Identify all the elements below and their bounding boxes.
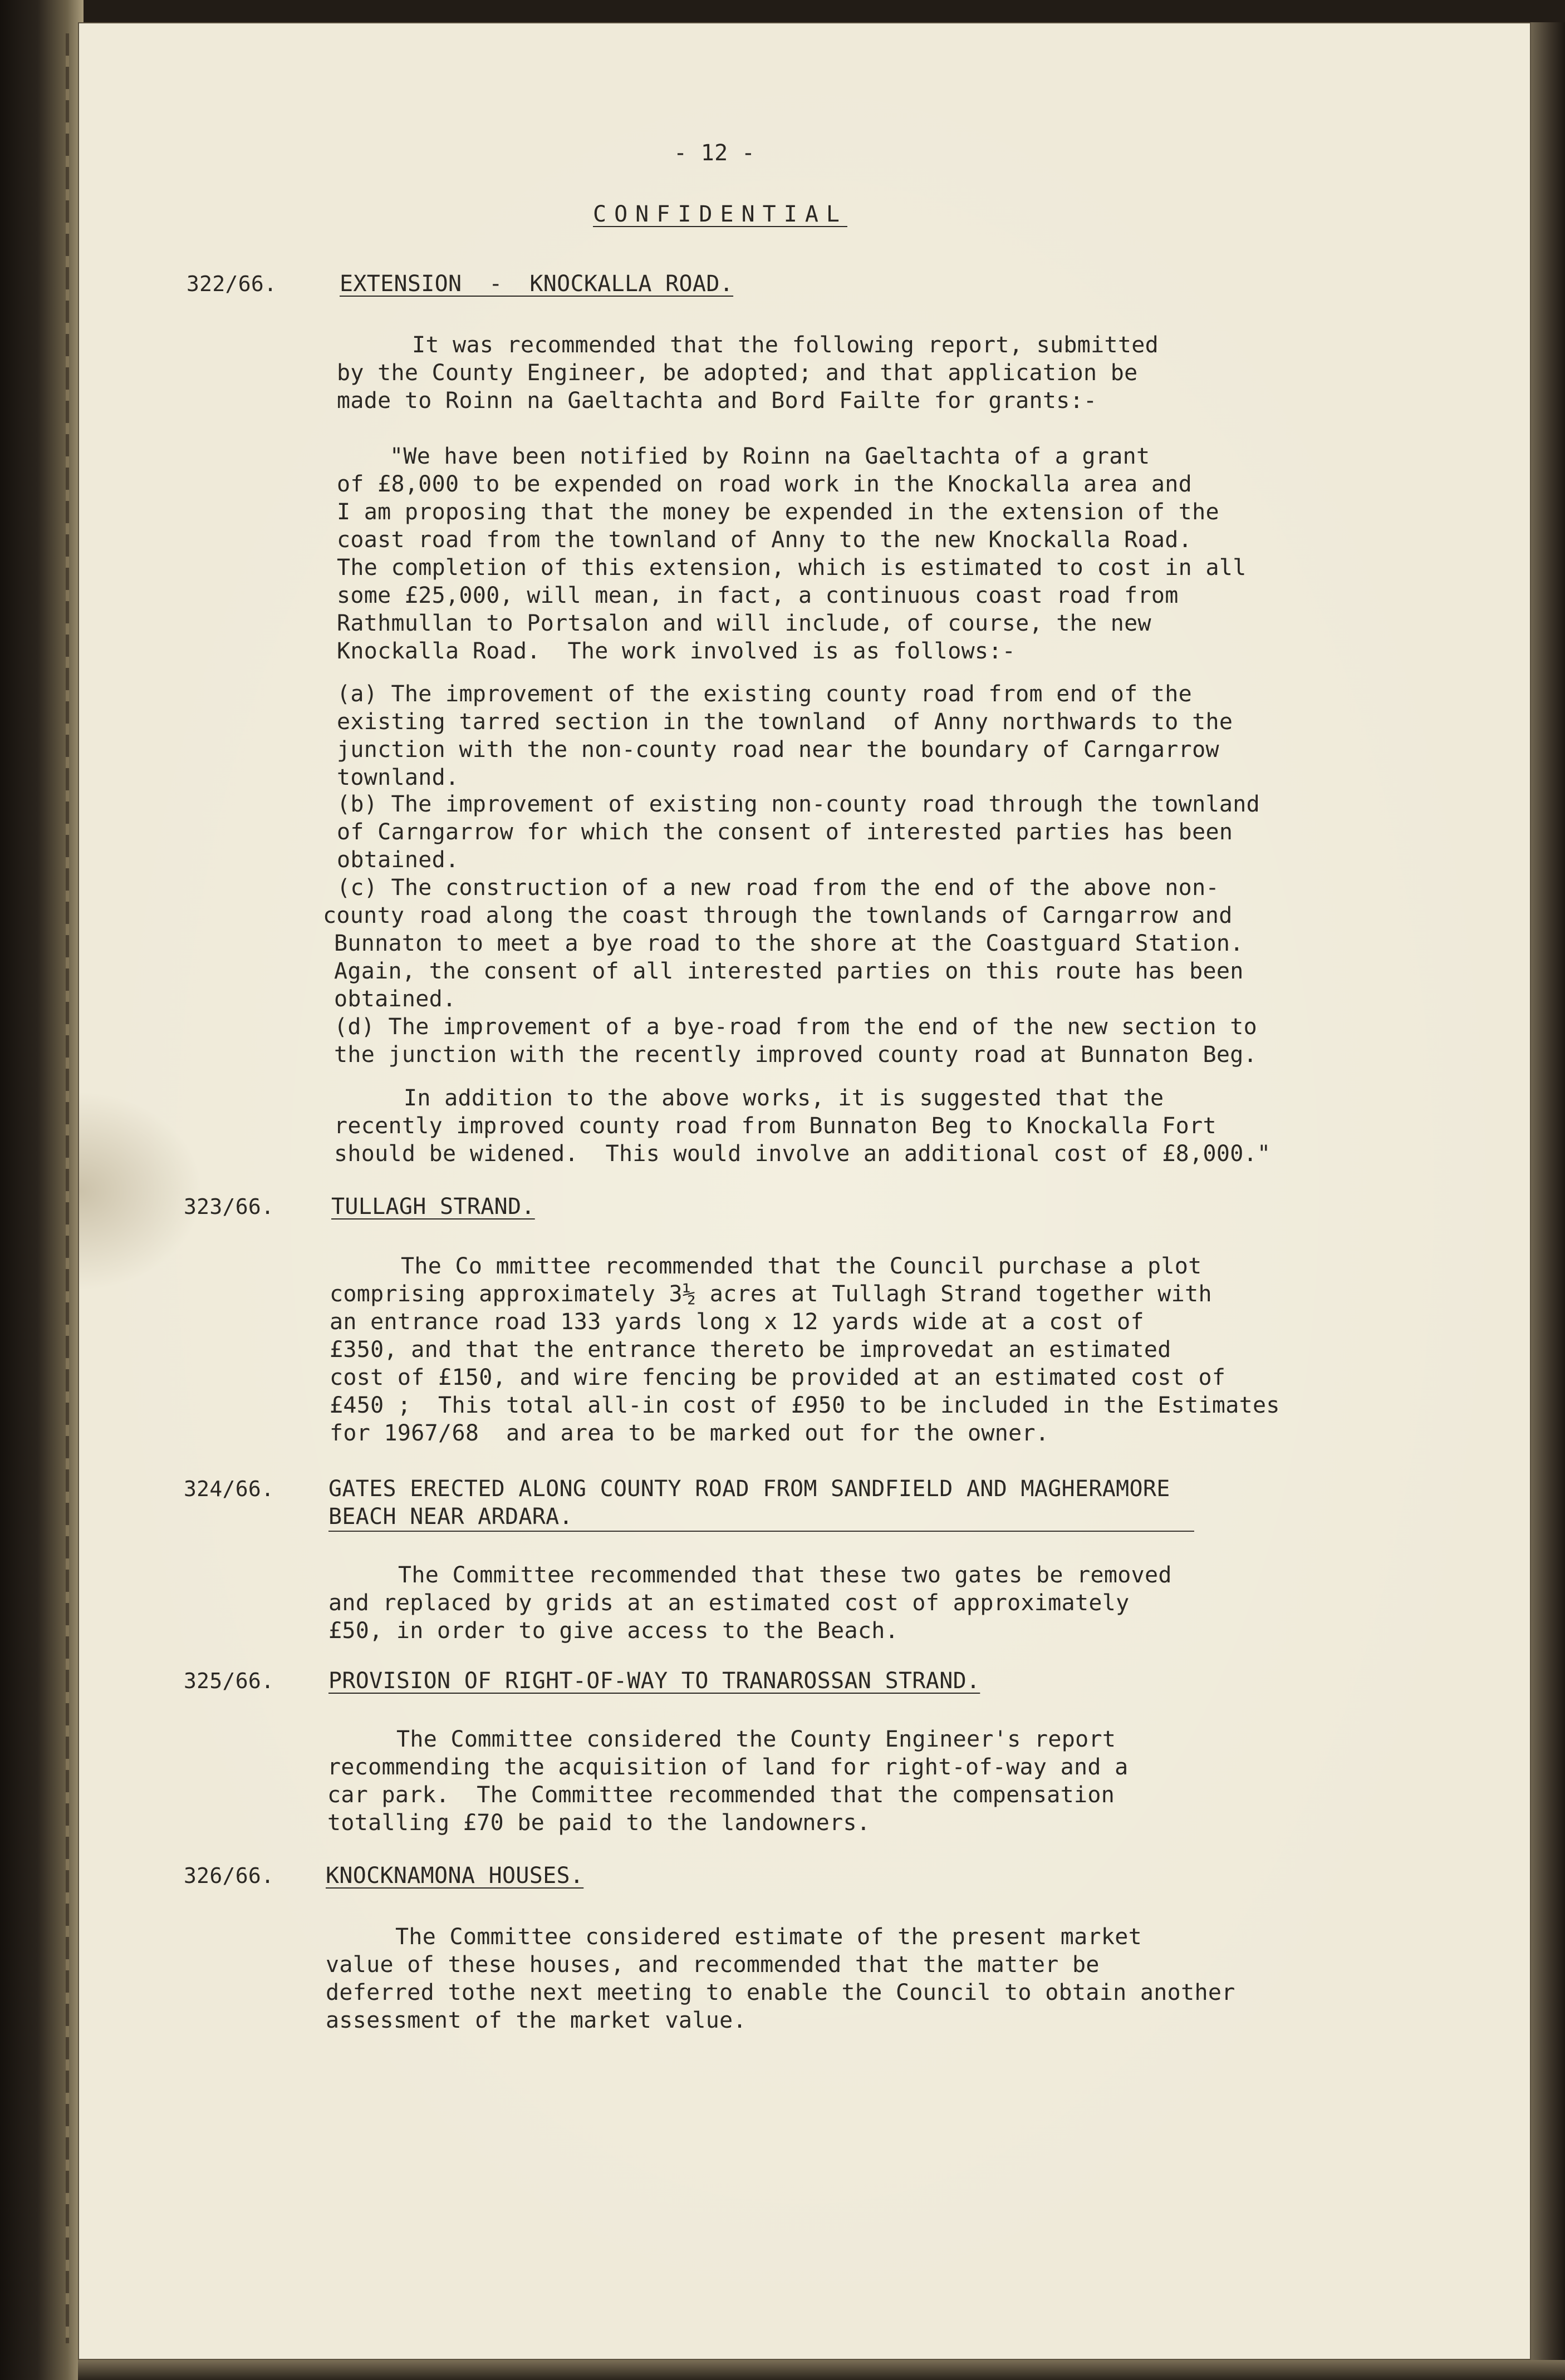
report-line: Rathmullan to Portsalon and will include, of course, the new: [337, 611, 1151, 636]
minute-heading: KNOCKNAMONA HOUSES.: [326, 1863, 584, 1889]
paragraph-line: The Committee recommended that these two gates be removed: [398, 1562, 1172, 1588]
minute-number: 324/66.: [184, 1477, 274, 1501]
report-line: of Carngarrow for which the consent of interested parties has been: [337, 819, 1233, 845]
report-line: junction with the non-county road near the boundary of Carngarrow: [337, 737, 1219, 763]
report-line: county road along the coast through the townlands of Carngarrow and: [323, 903, 1233, 928]
report-line: I am proposing that the money be expended in the extension of the: [337, 499, 1219, 525]
paragraph-line: totalling £70 be paid to the landowners.: [327, 1810, 871, 1836]
report-line: (b) The improvement of existing non-county road through the townland: [337, 791, 1260, 817]
report-line: Bunnaton to meet a bye road to the shore at the Coastguard Station.: [334, 931, 1244, 956]
paragraph-line: recommending the acquisition of land for right-of-way and a: [327, 1754, 1129, 1780]
report-line: coast road from the townland of Anny to the new Knockalla Road.: [337, 527, 1193, 553]
report-line: Again, the consent of all interested parties on this route has been: [334, 958, 1244, 984]
paragraph-line: £450 ; This total all-in cost of £950 to be included in the Estimates: [330, 1393, 1280, 1418]
paragraph-line: The Committee considered the County Engineer's report: [396, 1727, 1116, 1752]
paragraph-line: and replaced by grids at an estimated cost of approximately: [328, 1590, 1130, 1616]
paragraph-line: cost of £150, and wire fencing be provided at an estimated cost of: [330, 1365, 1226, 1390]
paragraph-line: £350, and that the entrance thereto be improvedat an estimated: [330, 1337, 1171, 1363]
paragraph-line: car park. The Committee recommended that the compensation: [327, 1782, 1115, 1808]
report-line: The completion of this extension, which is estimated to cost in all: [337, 555, 1247, 581]
book-edge-bottom: [78, 2360, 1565, 2380]
minute-number: 323/66.: [184, 1194, 274, 1219]
paragraph-line: The Committee considered estimate of the present market: [395, 1924, 1142, 1950]
report-line: of £8,000 to be expended on road work in the Knockalla area and: [337, 471, 1193, 497]
report-line: obtained.: [334, 986, 457, 1012]
paragraph-line: deferred tothe next meeting to enable the Council to obtain another: [326, 1980, 1235, 2005]
paragraph-line: by the County Engineer, be adopted; and that application be: [337, 360, 1138, 386]
minute-heading: PROVISION OF RIGHT-OF-WAY TO TRANAROSSAN STRAND.: [328, 1668, 980, 1694]
report-line: existing tarred section in the townland of Anny northwards to the: [337, 709, 1233, 735]
minute-number: 322/66.: [187, 272, 277, 296]
minute-number: 325/66.: [184, 1669, 274, 1693]
binding-stitching: [66, 33, 69, 2343]
book-binding: [0, 0, 84, 2380]
minute-heading: EXTENSION - KNOCKALLA ROAD.: [340, 271, 734, 297]
report-line: townland.: [337, 765, 459, 790]
book-edge-right: [1531, 22, 1565, 2380]
report-line: recently improved county road from Bunnaton Beg to Knockalla Fort: [334, 1113, 1216, 1139]
report-line: obtained.: [337, 847, 459, 873]
report-line: Knockalla Road. The work involved is as follows:-: [337, 638, 1016, 664]
report-line: (c) The construction of a new road from the end of the above non-: [337, 875, 1219, 901]
paragraph-line: £50, in order to give access to the Beach.: [328, 1618, 899, 1644]
report-line: In addition to the above works, it is suggested that the: [404, 1085, 1164, 1111]
paragraph-line: comprising approximately 3½ acres at Tullagh Strand together with: [330, 1281, 1212, 1307]
paragraph-line: for 1967/68 and area to be marked out for the owner.: [330, 1420, 1049, 1446]
minute-number: 326/66.: [184, 1863, 274, 1888]
minute-heading: GATES ERECTED ALONG COUNTY ROAD FROM SANDFIELD AND MAGHERAMORE: [328, 1476, 1170, 1502]
paragraph-line: made to Roinn na Gaeltachta and Bord Failte for grants:-: [337, 388, 1097, 414]
heading-underline: [328, 1531, 1194, 1532]
page-number: - 12 -: [674, 140, 755, 166]
paragraph-line: value of these houses, and recommended that the matter be: [326, 1952, 1100, 1978]
paragraph-line: assessment of the market value.: [326, 2008, 747, 2033]
paragraph-line: The Co mmittee recommended that the Council purchase a plot: [401, 1253, 1202, 1279]
report-line: some £25,000, will mean, in fact, a continuous coast road from: [337, 583, 1179, 608]
minute-heading: TULLAGH STRAND.: [331, 1194, 535, 1219]
report-line: (a) The improvement of the existing county road from end of the: [337, 681, 1193, 707]
paragraph-line: an entrance road 133 yards long x 12 yards wide at a cost of: [330, 1309, 1144, 1335]
report-line: (d) The improvement of a bye-road from the end of the new section to: [334, 1014, 1257, 1040]
report-line: the junction with the recently improved county road at Bunnaton Beg.: [334, 1042, 1257, 1068]
confidential-header: CONFIDENTIAL: [593, 201, 847, 227]
report-line: "We have been notified by Roinn na Gaeltachta of a grant: [390, 444, 1150, 469]
report-line: should be widened. This would involve an additional cost of £8,000.": [334, 1141, 1271, 1167]
paragraph-line: It was recommended that the following report, submitted: [412, 332, 1159, 358]
minute-heading: BEACH NEAR ARDARA.: [328, 1504, 573, 1530]
